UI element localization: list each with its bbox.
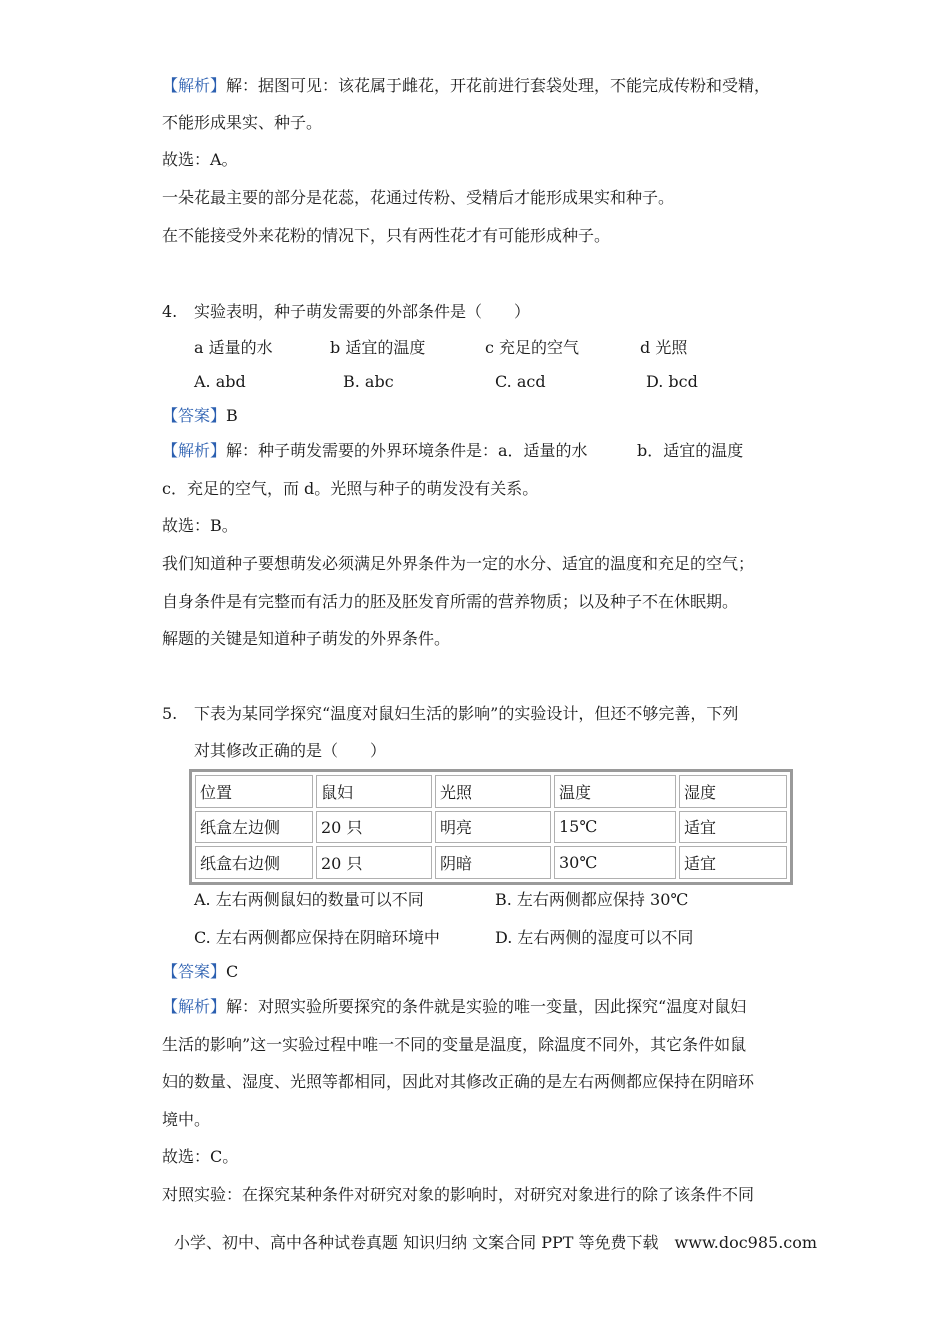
- q5-option-b: B. 左右两侧都应保持 30℃: [495, 890, 689, 909]
- q5-analysis-line2: 生活的影响”这一实验过程中唯一不同的变量是温度，除温度不同外，其它条件如鼠: [162, 1035, 747, 1054]
- q5-stem-line2: 对其修改正确的是（ ）: [194, 741, 387, 760]
- q4-condition-c: c 充足的空气: [485, 338, 580, 357]
- table-row: [195, 811, 787, 844]
- q5-option-d: D. 左右两侧的湿度可以不同: [495, 928, 694, 947]
- q3-note1: 一朵花最主要的部分是花蕊，花通过传粉、受精后才能形成果实和种子。: [162, 188, 675, 207]
- q4-number: 4.: [162, 302, 178, 321]
- answer-value: C: [226, 962, 239, 981]
- q4-condition-d: d 光照: [640, 338, 688, 357]
- table-header-cell: 光照: [435, 775, 551, 808]
- table-row: [195, 846, 787, 879]
- table-header-cell: 鼠妇: [316, 775, 432, 808]
- q4-note2: 自身条件是有完整而有活力的胚及胚发育所需的营养物质；以及种子不在休眠期。: [162, 592, 739, 611]
- analysis-text: 解：据图可见：该花属于雌花，开花前进行套袋处理，不能完成传粉和受精，: [226, 76, 771, 95]
- q4-condition-a: a 适量的水: [194, 338, 273, 357]
- q5-number: 5.: [162, 704, 178, 723]
- table-header-cell: 位置: [195, 775, 313, 808]
- q4-option-a: A. abd: [194, 372, 246, 391]
- q3-note2: 在不能接受外来花粉的情况下，只有两性花才有可能形成种子。: [162, 226, 611, 245]
- q5-note1: 对照实验：在探究某种条件对研究对象的影响时，对研究对象进行的除了该条件不同: [162, 1185, 755, 1204]
- table-cell: 20 只: [316, 811, 432, 844]
- table-header-cell: 湿度: [679, 775, 787, 808]
- table-cell: 20 只: [316, 846, 432, 879]
- analysis-text: 解：种子萌发需要的外界环境条件是：a．适量的水: [226, 441, 588, 460]
- q3-analysis-line1: [162, 75, 770, 97]
- analysis-tag: 【解析】: [162, 997, 227, 1016]
- q5-option-a: A. 左右两侧鼠妇的数量可以不同: [194, 890, 424, 909]
- q5-analysis-line1: [162, 996, 746, 1018]
- table-cell: 15℃: [554, 811, 676, 844]
- table-cell: 纸盒左边侧: [195, 811, 313, 844]
- q4-choice: 故选：B。: [162, 516, 238, 535]
- q4-note1: 我们知道种子要想萌发必须满足外界条件为一定的水分、适宜的温度和充足的空气；: [162, 554, 755, 573]
- q4-analysis-line2: c．充足的空气，而 d。光照与种子的萌发没有关系。: [162, 479, 539, 498]
- q4-option-d: D. bcd: [646, 372, 698, 391]
- analysis-tag: 【解析】: [162, 441, 227, 460]
- q4-answer: [162, 405, 238, 427]
- table-cell: 30℃: [554, 846, 676, 879]
- q5-analysis-line3: 妇的数量、湿度、光照等都相同，因此对其修改正确的是左右两侧都应保持在阴暗环: [162, 1072, 755, 1091]
- q5-analysis-line4: 境中。: [162, 1110, 211, 1129]
- q4-note3: 解题的关键是知道种子萌发的外界条件。: [162, 629, 451, 648]
- q3-analysis-line2: 不能形成果实、种子。: [162, 113, 323, 132]
- q4-stem: 实验表明，种子萌发需要的外部条件是（ ）: [194, 302, 531, 321]
- q5-answer: [162, 961, 238, 983]
- q4-condition-b: b 适宜的温度: [330, 338, 426, 357]
- q5-stem-line1: 下表为某同学探究“温度对鼠妇生活的影响”的实验设计，但还不够完善，下列: [194, 704, 739, 723]
- q4-analysis-line1b: b．适宜的温度: [637, 441, 744, 460]
- q5-option-c: C. 左右两侧都应保持在阴暗环境中: [194, 928, 440, 947]
- table-cell: 纸盒右边侧: [195, 846, 313, 879]
- page-footer: 小学、初中、高中各种试卷真题 知识归纳 文案合同 PPT 等免费下载 www.doc985.com: [174, 1233, 818, 1252]
- table-cell: 明亮: [435, 811, 551, 844]
- table-cell: 阴暗: [435, 846, 551, 879]
- analysis-text: 解：对照实验所要探究的条件就是实验的唯一变量，因此探究“温度对鼠妇: [226, 997, 747, 1016]
- answer-tag: 【答案】: [162, 962, 227, 981]
- q4-option-c: C. acd: [495, 372, 546, 391]
- table-cell: 适宜: [679, 811, 787, 844]
- q3-choice: 故选：A。: [162, 150, 238, 169]
- answer-tag: 【答案】: [162, 406, 227, 425]
- q4-option-b: B. abc: [343, 372, 394, 391]
- q4-analysis-line1: [162, 440, 588, 462]
- q5-choice: 故选：C。: [162, 1147, 239, 1166]
- table-header-row: [195, 775, 787, 808]
- experiment-table: [189, 769, 793, 885]
- answer-value: B: [226, 406, 238, 425]
- table-cell: 适宜: [679, 846, 787, 879]
- table-header-cell: 温度: [554, 775, 676, 808]
- analysis-tag: 【解析】: [162, 76, 227, 95]
